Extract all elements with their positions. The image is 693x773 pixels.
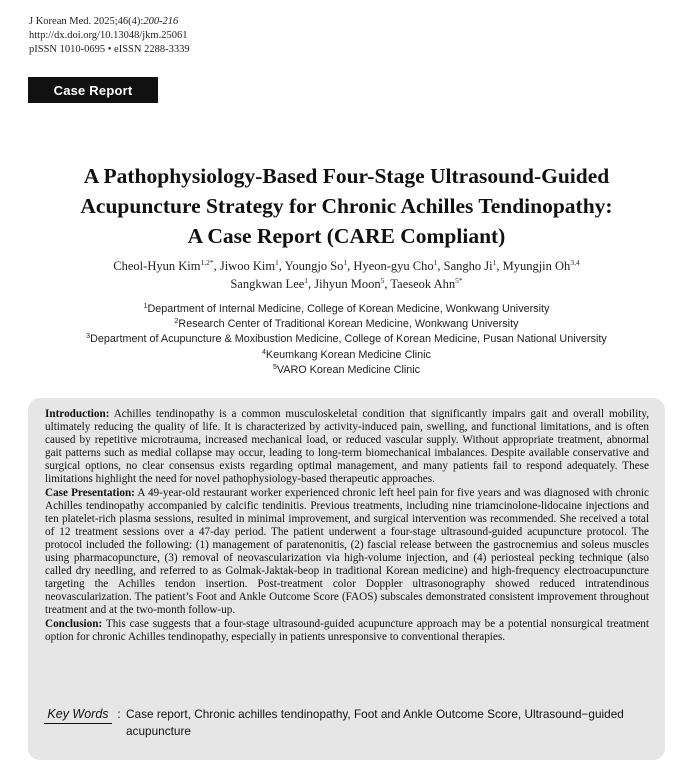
author-affil-sup: 1 (433, 258, 438, 267)
journal-issn: pISSN 1010-0695 • eISSN 2288-3339 (29, 44, 190, 55)
introduction-label: Introduction: (45, 408, 110, 420)
title-line-2: Acupuncture Strategy for Chronic Achilles Tendinopathy: (80, 194, 613, 218)
author-name: Jihyun Moon (314, 277, 381, 291)
affiliation: $^5$VARO Korean Medicine Clinic (272, 363, 421, 376)
author-affil-sup: 1,2* (200, 258, 214, 267)
author-affil-sup: 5* (455, 276, 463, 285)
author-affil-sup: 1 (492, 258, 497, 267)
citation-pages: 200-216 (143, 16, 179, 27)
author-name: Jiwoo Kim (219, 259, 276, 273)
author-affil-sup: 5 (380, 276, 385, 285)
abstract-text (45, 408, 649, 644)
journal-meta (29, 15, 190, 57)
author-name: Myungjin Oh (502, 259, 571, 273)
journal-citation: J Korean Med. 2025;46(4):200-216 (29, 16, 179, 27)
affiliation-list (30, 302, 663, 378)
keywords (44, 706, 649, 740)
author-name: Sangho Ji (443, 259, 493, 273)
abstract-box (28, 398, 665, 760)
article-type-badge: Case Report (28, 77, 158, 103)
affiliation: $^3$Department of Acupuncture & Moxibustion Medicine, College of Korean Medicine, Pusan National University (86, 333, 607, 346)
author-name: Taeseok Ahn (390, 277, 456, 291)
keywords-text: Case report, Chronic achilles tendinopathy, Foot and Ankle Outcome Score, Ultrasound−guided acupuncture (126, 707, 624, 738)
title-line-1: A Pathophysiology-Based Four-Stage Ultrasound-Guided (83, 164, 610, 188)
abstract-case-presentation: Case Presentation: A 49-year-old restaurant worker experienced chronic left heel pain for five years and was diagnosed with chronic Achilles tendinopathy accompanied by calcific tendinitis. Previous treatments, including nine triamcinolone-lidocaine injections and ten platelet-rich plasma sessions, resulted in minimal improvement, and surgical intervention was recommended. She received a total of 12 treatment sessions over a 47-day period. The patient underwent a four-stage ultrasound-guided acupuncture protocol. The protocol included the following: (1) management of paratenonitis, (2) fascial release between the gastrocnemius and soleus muscles using pharmacopuncture, (3) removal of neovascularization via high-volume injection, and (4) periosteal pecking technique (also called dry needling, and referred to as Golmak-Jaktak-beop in traditional Korean medicine) and high-frequency electroacupuncture targeting the Achilles tendon insertion. Post-treatment color Doppler ultrasonography showed reduced intratendinous neovascularization. The patient’s Foot and Ankle Outcome Score (FAOS) subscales demonstrated consistent improvement throughout treatment and at the two-month follow-up. (45, 486, 650, 617)
journal-doi[interactable]: http://dx.doi.org/10.13048/jkm.25061 (29, 30, 188, 41)
affiliation: $^2$Research Center of Traditional Korean Medicine, Wonkwang University (174, 318, 519, 331)
keywords-label: Key Words (44, 706, 112, 724)
author-affil-sup: 3,4 (570, 258, 580, 267)
author-name: Hyeon-gyu Cho (353, 259, 434, 273)
affiliation: $^4$Keumkang Korean Medicine Clinic (262, 348, 431, 361)
abstract-introduction: Introduction: Achilles tendinopathy is a common musculoskeletal condition that significantly impairs gait and overall mobility, ultimately reducing the quality of life. It is characterized by activity-induced pain, swelling, and functional limitations, and is often caused by repetitive microtrauma, increased mechanical load, or reduced vascular supply. Without appropriate treatment, abnormal gait patterns such as medial collapse may occur, leading to long-term biomechanical imbalances. Despite available conservative and surgical options, no clear consensus exists regarding optimal management, and many patients fail to respond adequately. These limitations highlight the need for novel pathophysiology-based therapeutic approaches. (45, 408, 649, 486)
keywords-colon: : (117, 707, 121, 721)
author-name: Sangkwan Lee (230, 277, 305, 291)
conclusion-label: Conclusion: (45, 617, 103, 630)
affiliation: $^1$Department of Internal Medicine, College of Korean Medicine, Wonkwang University (143, 303, 550, 315)
title-line-3: A Case Report (CARE Compliant) (187, 224, 506, 248)
author-affil-sup: 1 (343, 258, 348, 267)
author-name: Cheol-Hyun Kim (113, 259, 201, 273)
author-name: Youngjo So (284, 259, 344, 273)
author-affil-sup: 1 (304, 276, 309, 285)
abstract-conclusion: Conclusion: This case suggests that a four-stage ultrasound-guided acupuncture approach may be a potential nonsurgical treatment option for chronic Achilles tendinopathy, especially in patients unresponsive to conventional therapies. (45, 617, 649, 643)
author-row-1: Cheol-Hyun Kim$^{1,2*}$, Jiwoo Kim$^1$, Youngjo So$^1$, Hyeon-gyu Cho$^1$, Sangho Ji$^1$, Myungjin Oh$^{3,4}$ (113, 258, 580, 273)
case-presentation-label: Case Presentation: (45, 486, 135, 499)
author-row-2: Sangkwan Lee$^1$, Jihyun Moon$^5$, Taeseok Ahn$^{5*}$ (230, 276, 463, 291)
article-title (30, 161, 663, 251)
author-list (30, 257, 663, 293)
author-affil-sup: 1 (275, 258, 279, 267)
